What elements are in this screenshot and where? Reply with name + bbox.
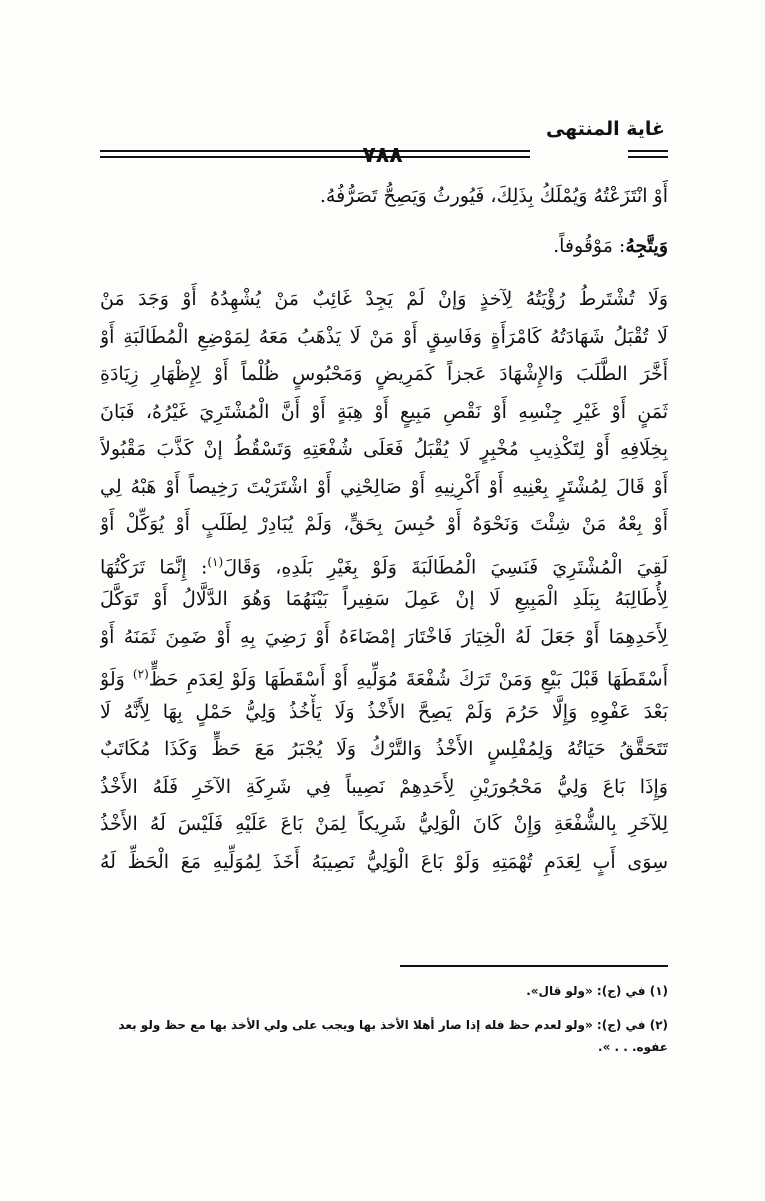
footnote-2: (٢) في (ج): «ولو لعدم حظ فله إذا صار أهلا الأخذ بها ويجب على ولي الأخذ بها مع حظ ولو بعد عفوه. . . ». — [118, 1018, 668, 1054]
text-segment: وَلَوْ — [100, 668, 125, 691]
text-line: بِخِلَافِهِ أَوْ لِتَكْذِيبِ مُخْبِرٍ لَا يُقْبَلُ فَعَلَى شُفْعَتِهِ وَتَسْقُطُ إنْ كَذَّبَ مَقْبُولاً — [100, 438, 668, 460]
text-line: لَا تُقْبَلُ شَهَادَتُهُ كَامْرَأَةٍ وَفَاسِقٍ أَوْ مَنْ لَا يَذْهَبُ مَعَهُ لِمَوْضِعِ الْمُطَالَبَةِ أَوْ — [100, 325, 668, 348]
text-segment: : إِنَّمَا تَرَكْتُهَا — [100, 555, 208, 578]
text-line: أَوْ قَالَ لِمُشْتَرٍ بِعْنِيهِ أَوْ أَكْرِنِيهِ أَوْ صَالِحْنِي أَوْ اشْتَرَيْتَ رَخِيصاً أَوْ هَبْهُ لِي — [100, 475, 668, 498]
text-line — [100, 656, 668, 694]
text-line: سِوَى أَبٍ لِعَدَمِ تُهْمَتِهِ وَلَوْ بَاعَ الْوَلِيُّ نَصِيبَهُ أَخَذَ لِمُوَلِّيهِ مَعَ الْحَظِّ لَهُ — [100, 850, 668, 873]
heading-rest: : مَوْقُوفاً. — [553, 234, 626, 257]
text-segment: أَسْقَطَهَا قَبْلَ بَيْعٍ وَمَنْ تَرَكَ شُفْعَةَ مُوَلِّيهِ أَوْ أَسْقَطَهَا وَلَوْ لِعَدَمِ حَظٍّ — [148, 668, 668, 691]
footnote-ref-2[interactable]: (٢) — [132, 667, 149, 681]
text-line: لِأَحَدِهِمَا أَوْ جَعَلَ لَهُ الْخِيَارَ فَاخْتَارَ إمْضَاءَهُ أَوْ رَضِيَ بِهِ أَوْ ضَمِنَ ثَمَنَهُ أَوْ — [100, 625, 668, 648]
text-line: ثَمَنٍ أَوْ غَيْرِ جِنْسِهِ أَوْ نَقْصِ مَبِيعٍ أَوْ هِبَةٍ أَوْ أَنَّ الْمُشْتَرِيَ غَيْرُهُ، فَبَانَ — [100, 400, 668, 423]
text-line: لِأُطَالِبَهُ بِبَلَدِ الْمَبِيعِ لَا إنْ عَمِلَ سَفِيراً بَيْنَهُمَا وَهُوَ الدَّلَّالُ أَوْ تَوَكَّلَ — [100, 588, 668, 610]
text-line: لِلآخَرِ بِالشُّفْعَةِ وَإِنْ كَانَ الْوَلِيُّ شَرِيكاً لِمَنْ بَاعَ عَلَيْهِ فَلَيْسَ لَهُ الأَخْذُ — [100, 813, 668, 835]
main-text — [100, 178, 668, 881]
text-line: أَوْ بِعْهُ مَنْ شِئْتَ وَنَحْوَهُ أَوْ حُبِسَ بِحَقٍّ، وَلَمْ يُبَادِرْ لِطَلَبٍ أَوْ يُوَكِّلْ أَوْ — [100, 513, 668, 535]
heading-term: وَيتَّجِهُ — [625, 234, 668, 257]
text-line: بَعْدَ عَفْوِهِ وَإِلَّا حَرُمَ وَلَمْ يَصِحَّ الأَخْذُ وَلَا يَأْخُذُ وَلِيُّ حَمْلٍ بِهَا لِأَنَّهُ لَا — [100, 700, 668, 723]
text-segment: لَقِيَ الْمُشْتَرِيَ فَنَسِيَ الْمُطَالَبَةَ وَلَوْ بِغَيْرِ بَلَدِهِ، وَقَالَ — [223, 555, 668, 578]
text-line — [100, 544, 668, 582]
footnote-1: (١) في (ج): «ولو قال». — [526, 984, 668, 998]
footnotes — [100, 980, 668, 1070]
text-line-1: أَوْ انْتَزَعْتُهُ وَيُمْلَكُ بِذَلِكَ، فَيُورثُ وَيَصِحُّ تَصَرُّفُهُ. — [319, 185, 668, 207]
header-rule-left — [100, 150, 530, 158]
header-rule-right — [628, 150, 668, 158]
text-line: وَإِذَا بَاعَ وَلِيُّ مَحْجُورَيْنِ لِأَحَدِهِمْ نَصِيباً فِي شَرِكَةِ الآخَرِ فَلَهُ الأَخْذُ — [100, 775, 668, 798]
page-number: ٧٨٨ — [362, 143, 403, 168]
text-line: وَلَا تُشْتَرطُ رُؤْيَتُهُ لِآخذٍ وَإنْ لَمْ يَجِدْ غَائِبٌ مَنْ يُشْهِدُهُ أَوْ وَجَدَ مَنْ — [100, 288, 668, 310]
footnote-separator — [400, 965, 668, 967]
text-line: تَتَحَقَّقُ حَيَاتُهُ وَلِمُفْلِسٍ الأَخْذُ وَالتَّرْكُ وَلَا يُجْبَرُ مَعَ حَظٍّ وَكَذَا مُكَاتَبٌ — [100, 738, 668, 760]
text-line: أَخَّرَ الطَّلَبَ وَالإِشْهَادَ عَجزاً كَمَرِيضٍ وَمَحْبُوسٍ ظُلْماً أَوْ لِإِظْهَارِ زِيَادَةِ — [100, 363, 668, 385]
footnote-ref-1[interactable]: (١) — [207, 554, 224, 569]
running-title: غاية المنتهى — [545, 118, 665, 140]
section-heading-line — [100, 228, 668, 266]
